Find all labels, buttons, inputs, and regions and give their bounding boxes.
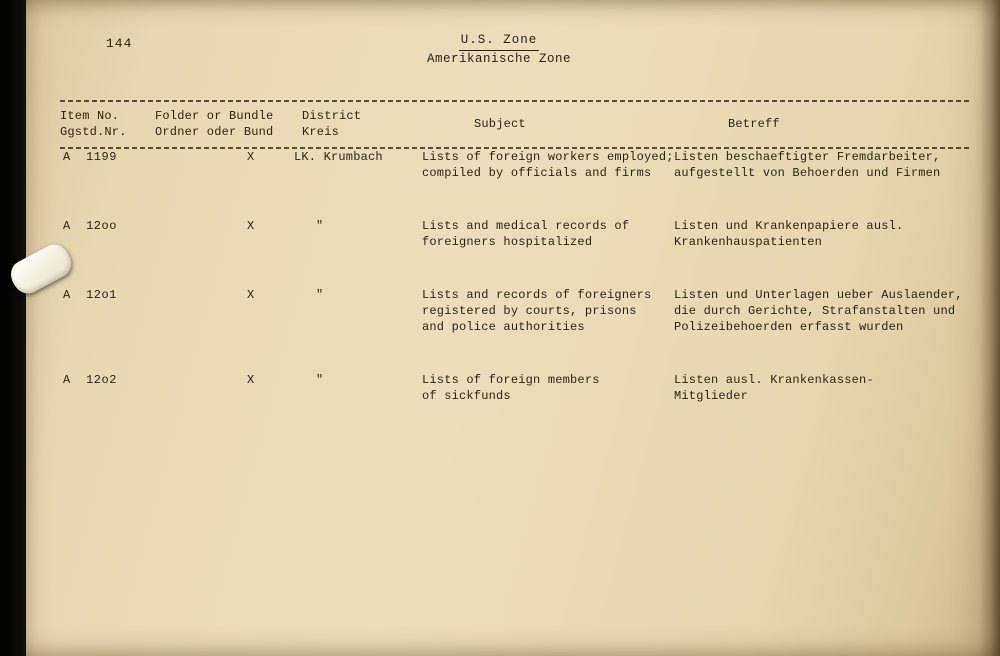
table-row xyxy=(60,149,970,181)
col-header-item: Item No. Ggstd.Nr. xyxy=(60,109,127,139)
cell-folder-mark: X xyxy=(247,373,255,387)
zone-header xyxy=(12,32,986,68)
cell-item-no: A 12o1 xyxy=(63,288,117,302)
col-header-district: District Kreis xyxy=(302,109,362,139)
cell-item-no: A 12o2 xyxy=(63,373,117,387)
table-row xyxy=(60,372,970,404)
table-row xyxy=(60,218,970,250)
cell-subject: Lists of foreign members of sickfunds xyxy=(422,373,600,403)
cell-subject: Lists of foreign workers employed; compiled by officials and firms xyxy=(422,150,674,180)
zone-title-en: U.S. Zone xyxy=(459,32,540,51)
cell-folder-mark: X xyxy=(247,219,255,233)
cell-betreff: Listen beschaeftigter Fremdarbeiter, aufgestellt von Behoerden und Firmen xyxy=(674,150,941,180)
cell-betreff: Listen ausl. Krankenkassen- Mitglieder xyxy=(674,373,874,403)
table-row xyxy=(60,287,970,335)
cell-subject: Lists and records of foreigners registered by courts, prisons and police authorities xyxy=(422,288,652,334)
divider-top xyxy=(60,100,970,102)
cell-district: LK. Krumbach xyxy=(294,150,383,164)
cell-folder-mark: X xyxy=(247,150,255,164)
cell-district-ditto: " xyxy=(316,373,324,387)
cell-betreff: Listen und Krankenpapiere ausl. Krankenhauspatienten xyxy=(674,219,904,249)
cell-folder-mark: X xyxy=(247,288,255,302)
document-page xyxy=(26,0,1000,656)
cell-item-no: A 12oo xyxy=(63,219,117,233)
cell-subject: Lists and medical records of foreigners hospitalized xyxy=(422,219,630,249)
col-header-betreff: Betreff xyxy=(728,117,780,131)
divider-header-bottom xyxy=(60,147,970,149)
cell-district-ditto: " xyxy=(316,219,324,233)
table-header-row xyxy=(60,102,970,147)
page-number: 144 xyxy=(106,36,133,51)
index-table xyxy=(60,100,970,404)
zone-title-de: Amerikanische Zone xyxy=(426,52,572,66)
cell-district-ditto: " xyxy=(316,288,324,302)
col-header-folder: Folder or Bundle Ordner oder Bund xyxy=(155,109,274,139)
col-header-subject: Subject xyxy=(474,117,526,131)
cell-betreff: Listen und Unterlagen ueber Auslaender, die durch Gerichte, Strafanstalten und Polizeibehoerden erfasst wurden xyxy=(674,288,963,334)
cell-item-no: A 1199 xyxy=(63,150,117,164)
